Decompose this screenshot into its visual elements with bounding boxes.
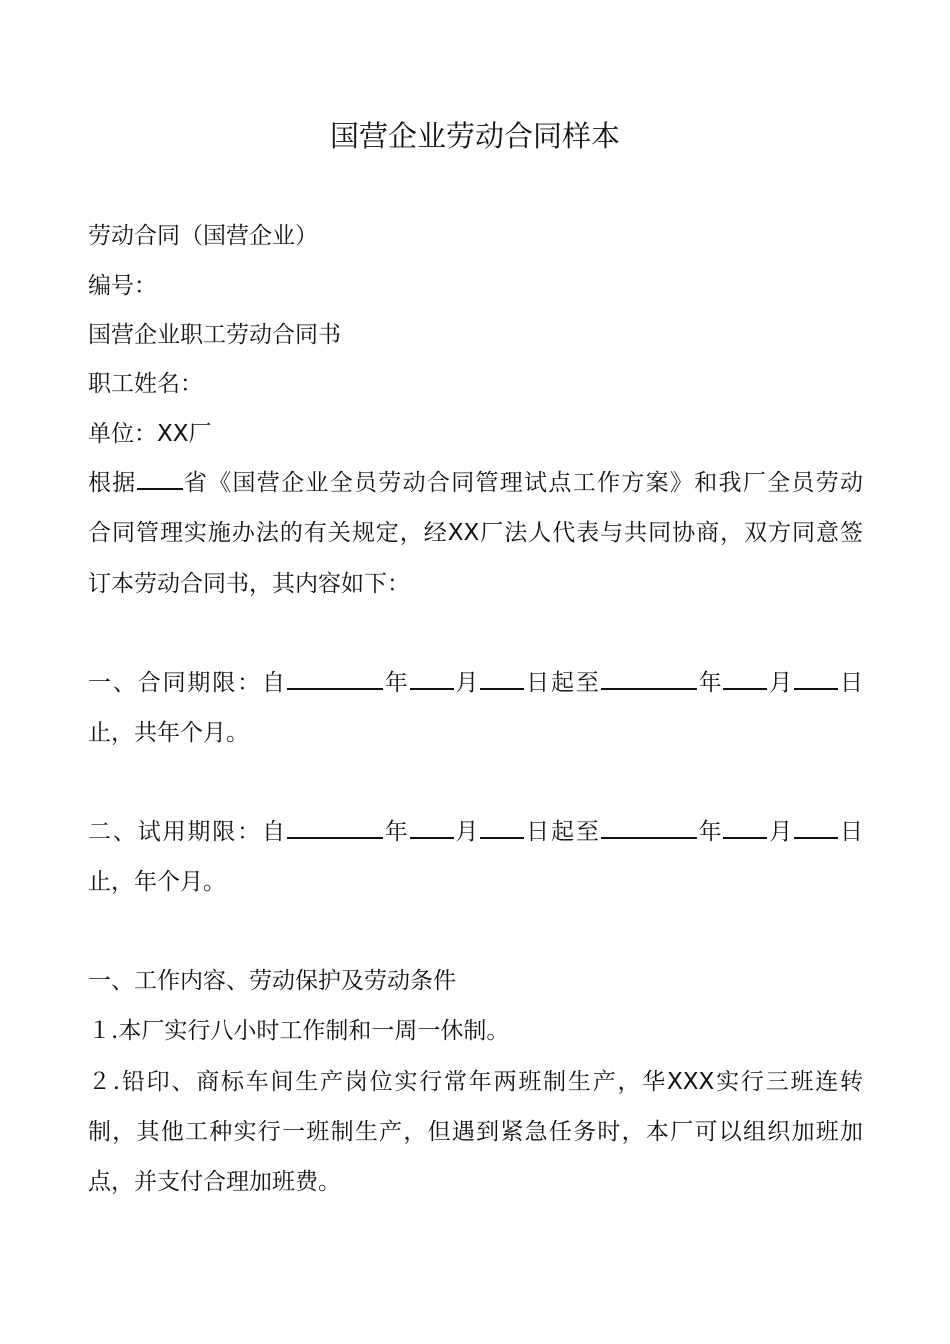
end-day-blank <box>794 668 838 690</box>
unit-value: XX <box>157 421 189 447</box>
end-year-blank <box>601 668 697 690</box>
preamble-line-1: 根据 省《国营企业全员劳动合同管理试点工作方案》和我厂全员劳动 <box>88 470 864 496</box>
start-year-blank <box>287 668 383 690</box>
contract-number-label: 编号： <box>88 273 157 299</box>
probation-end-year-blank <box>601 817 697 839</box>
preamble-line-3: 订本劳动合同书，其内容如下： <box>88 571 410 597</box>
preamble-line-2: 合同管理实施办法的有关规定，经XX厂法人代表与共同协商，双方同意签 <box>88 520 864 546</box>
probation-start-month-blank <box>410 817 454 839</box>
work-section-heading: 一、工作内容、劳动保护及劳动条件 <box>88 968 456 994</box>
work-item-2-line-2: 制，其他工种实行一班制生产，但遇到紧急任务时，本厂可以组织加班加 <box>88 1119 863 1145</box>
start-month-blank <box>410 668 454 690</box>
province-blank <box>137 468 183 490</box>
work-item-1: １.本厂实行八小时工作制和一周一休制。 <box>88 1018 510 1044</box>
work-item-2-number: ２. <box>88 1069 121 1095</box>
start-day-blank <box>480 668 524 690</box>
contract-type-line: 劳动合同（国营企业） <box>88 223 318 249</box>
probation-start-year-blank <box>287 817 383 839</box>
probation-term-line: 二、试用期限：自 年 月 日起至 年 月 日 <box>88 819 864 845</box>
end-month-blank <box>723 668 767 690</box>
work-item-2-line-3: 点，并支付合理加班费。 <box>88 1169 341 1195</box>
document-title: 国营企业劳动合同样本 <box>329 119 620 153</box>
unit-suffix: 厂 <box>188 421 212 447</box>
unit-line <box>88 418 212 450</box>
employee-name-label: 职工姓名： <box>88 371 203 397</box>
probation-end-month-blank <box>723 817 767 839</box>
unit-label: 单位： <box>88 421 157 447</box>
probation-term-line-2: 止，年个月。 <box>88 869 226 895</box>
work-item-1-number: １. <box>88 1018 119 1044</box>
contract-book-title: 国营企业职工劳动合同书 <box>88 322 341 348</box>
probation-start-day-blank <box>480 817 524 839</box>
contract-term-line-2: 止，共年个月。 <box>88 720 249 746</box>
work-item-2-line-1: ２.铅印、商标车间生产岗位实行常年两班制生产，华XXX实行三班连转 <box>88 1069 864 1095</box>
probation-end-day-blank <box>794 817 838 839</box>
contract-term-line: 一、合同期限：自 年 月 日起至 年 月 日 <box>88 670 864 696</box>
